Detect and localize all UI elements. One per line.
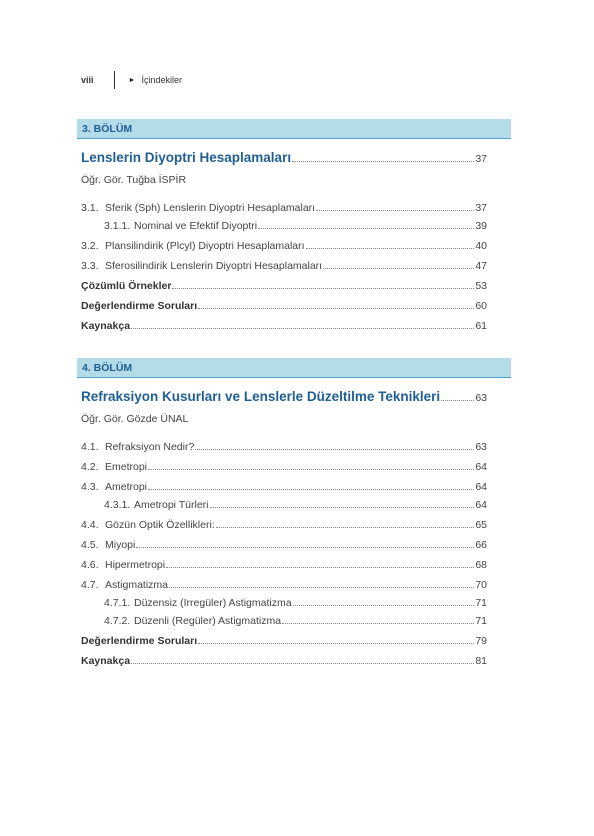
toc-entry[interactable] (77, 198, 511, 218)
entry-number: 4.7. (81, 579, 99, 591)
toc-subentry[interactable] (77, 497, 511, 515)
arrow-right-icon: ► (128, 76, 136, 84)
entry-page: 64 (475, 461, 487, 473)
entry-text: Sferosilindirik Lenslerin Diyoptri Hesaplamaları (105, 260, 323, 272)
chapter-3-label: 3. BÖLÜM (82, 122, 133, 135)
chapter-3-section (77, 119, 511, 336)
entry-text: Düzenli (Regüler) Astigmatizma (134, 615, 282, 627)
entry-page: 39 (475, 220, 487, 232)
entry-text: Miyopi (105, 539, 136, 551)
dot-leader (166, 567, 474, 568)
dot-leader (292, 161, 474, 162)
dot-leader (169, 587, 474, 588)
dot-leader (148, 489, 474, 490)
entry-page: 40 (475, 240, 487, 252)
toc-entry[interactable] (77, 575, 511, 595)
dot-leader (316, 210, 474, 211)
chapter-3-title-page: 37 (475, 153, 487, 165)
header-title: İçindekiler (141, 75, 182, 85)
entry-number: 4.6. (81, 559, 99, 571)
entry-number: 4.7.1. (104, 597, 131, 609)
entry-page: 53 (475, 280, 487, 292)
entry-text: Sferik (Sph) Lenslerin Diyoptri Hesaplamaları (105, 202, 316, 214)
entry-number: 3.3. (81, 260, 99, 272)
header-divider (114, 71, 115, 89)
entry-text: Değerlendirme Soruları (81, 300, 198, 312)
entry-page: 65 (475, 519, 487, 531)
dot-leader (172, 288, 474, 289)
entry-text: Ametropi Türleri (134, 499, 209, 511)
chapter-4-section (77, 358, 511, 671)
chapter-4-label: 4. BÖLÜM (82, 361, 133, 374)
entry-number: 4.3. (81, 481, 99, 493)
dot-leader (198, 643, 474, 644)
dot-leader (282, 623, 474, 624)
entry-text: Astigmatizma (105, 579, 169, 591)
entry-number: 4.3.1. (104, 499, 131, 511)
chapter-4-title-entry[interactable] (77, 389, 511, 409)
dot-leader (306, 248, 475, 249)
chapter-3-title-entry[interactable] (77, 150, 511, 170)
entry-page: 47 (475, 260, 487, 272)
entry-page: 70 (475, 579, 487, 591)
toc-entry[interactable] (77, 437, 511, 457)
entry-page: 64 (475, 499, 487, 511)
entry-number: 4.2. (81, 461, 99, 473)
entry-number: 4.1. (81, 441, 99, 453)
dot-leader (198, 308, 474, 309)
entry-text: Nominal ve Efektif Diyoptri (134, 220, 258, 232)
chapter-4-author: Öğr. Gör. Gözde ÜNAL (81, 413, 189, 425)
toc-entry-review-questions[interactable] (77, 631, 511, 651)
chapter-4-title: Refraksiyon Kusurları ve Lenslerle Düzeltilme Teknikleri (81, 389, 441, 404)
chapter-3-title: Lenslerin Diyoptri Hesaplamaları (81, 150, 292, 165)
entry-text: Kaynakça (81, 655, 131, 667)
dot-leader (210, 507, 475, 508)
entry-page: 68 (475, 559, 487, 571)
dot-leader (131, 328, 474, 329)
entry-page: 37 (475, 202, 487, 214)
toc-entry[interactable] (77, 515, 511, 535)
entry-page: 71 (475, 615, 487, 627)
toc-entry[interactable] (77, 555, 511, 575)
dot-leader (195, 449, 474, 450)
dot-leader (148, 469, 474, 470)
dot-leader (216, 527, 475, 528)
entry-text: Çözümlü Örnekler (81, 280, 172, 292)
entry-text: Emetropi (105, 461, 148, 473)
entry-page: 66 (475, 539, 487, 551)
toc-subentry[interactable] (77, 218, 511, 236)
entry-number: 4.4. (81, 519, 99, 531)
entry-page: 81 (475, 655, 487, 667)
entry-page: 79 (475, 635, 487, 647)
entry-number: 4.7.2. (104, 615, 131, 627)
entry-text: Plansilindirik (Plcyl) Diyoptri Hesaplamaları (105, 240, 305, 252)
dot-leader (323, 268, 474, 269)
toc-subentry[interactable] (77, 595, 511, 613)
dot-leader (136, 547, 474, 548)
toc-entry-references[interactable] (77, 651, 511, 671)
entry-number: 3.1.1. (104, 220, 131, 232)
chapter-4-title-page: 63 (475, 392, 487, 404)
chapter-4-bar (77, 358, 511, 378)
entry-page: 64 (475, 481, 487, 493)
entry-text: Düzensiz (Irregüler) Astigmatizma (134, 597, 292, 609)
running-header (81, 70, 182, 90)
entry-page: 71 (475, 597, 487, 609)
toc-entry-references[interactable] (77, 316, 511, 336)
toc-entry-review-questions[interactable] (77, 296, 511, 316)
dot-leader (258, 228, 474, 229)
chapter-3-bar (77, 119, 511, 139)
entry-text: Değerlendirme Soruları (81, 635, 198, 647)
entry-text: Gözün Optik Özellikleri: (105, 519, 215, 531)
entry-page: 60 (475, 300, 487, 312)
entry-page: 61 (475, 320, 487, 332)
dot-leader (131, 663, 474, 664)
entry-text: Kaynakça (81, 320, 131, 332)
toc-entry[interactable] (77, 256, 511, 276)
entry-number: 4.5. (81, 539, 99, 551)
dot-leader (441, 400, 474, 401)
toc-entry[interactable] (77, 457, 511, 477)
toc-entry-solved-examples[interactable] (77, 276, 511, 296)
toc-entry[interactable] (77, 236, 511, 256)
toc-entry[interactable] (77, 535, 511, 555)
entry-text: Refraksiyon Nedir? (105, 441, 195, 453)
entry-number: 3.2. (81, 240, 99, 252)
dot-leader (293, 605, 475, 606)
toc-entry[interactable] (77, 477, 511, 497)
chapter-3-author: Öğr. Gör. Tuğba İSPİR (81, 174, 187, 186)
entry-number: 3.1. (81, 202, 99, 214)
entry-text: Ametropi (105, 481, 148, 493)
entry-text: Hipermetropi (105, 559, 166, 571)
page-number: viii (81, 75, 94, 85)
toc-subentry[interactable] (77, 613, 511, 631)
entry-page: 63 (475, 441, 487, 453)
